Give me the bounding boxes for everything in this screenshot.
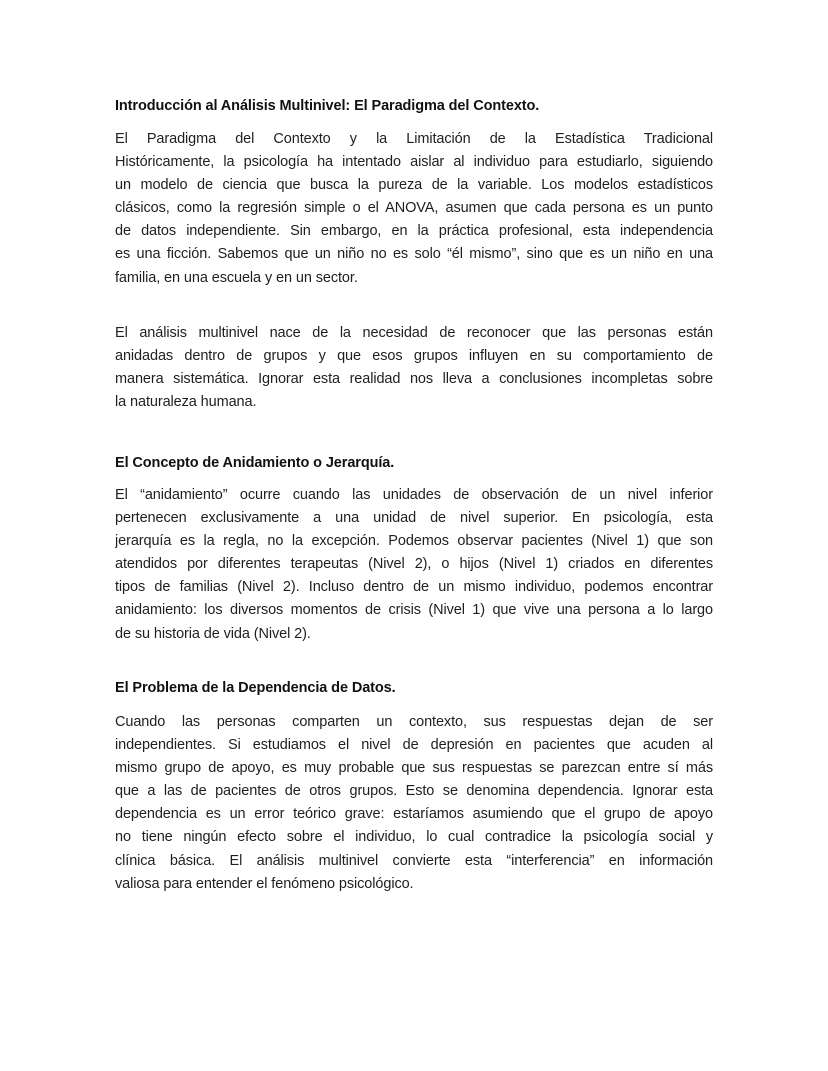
text-line: El análisis multinivel nace de la necesidad de reconocer que las personas están: [115, 325, 713, 341]
heading-problema-dependencia-datos: El Problema de la Dependencia de Datos.: [115, 680, 396, 696]
text-line: es una ficción. Sabemos que un niño no es solo “él mismo”, sino que es un niño en una: [115, 246, 713, 263]
text-line: El Paradigma del Contexto y la Limitación de la Estadística Tradicional: [115, 131, 713, 147]
text-line: de su historia de vida (Nivel 2).: [115, 625, 311, 642]
text-line: tipos de familias (Nivel 2). Incluso dentro de un mismo individuo, podemos encontrar: [115, 579, 713, 596]
text-line: Cuando las personas comparten un contexto, sus respuestas dejan de ser: [115, 714, 713, 730]
text-line: pertenecen exclusivamente a una unidad de nivel superior. En psicología, esta: [115, 510, 713, 527]
text-line: clínica básica. El análisis multinivel convierte esta “interferencia” en información: [115, 852, 713, 869]
text-line: anidadas dentro de grupos y que esos grupos influyen en su comportamiento de: [115, 348, 713, 365]
text-line: de datos independiente. Sin embargo, en la práctica profesional, esta independencia: [115, 223, 713, 240]
paragraph-analisis-multinivel-nace: [115, 322, 713, 414]
text-line: un modelo de ciencia que busca la pureza de la variable. Los modelos estadísticos: [115, 177, 713, 194]
text-line: valiosa para entender el fenómeno psicológico.: [115, 875, 414, 892]
heading-concepto-anidamiento: El Concepto de Anidamiento o Jerarquía.: [115, 455, 395, 471]
text-line: no tiene ningún efecto sobre el individuo, lo cual contradice la psicología social y: [115, 829, 713, 846]
text-line: anidamiento: los diversos momentos de crisis (Nivel 1) que vive una persona a lo largo: [115, 602, 713, 619]
paragraph-paradigma-contexto: [115, 128, 713, 290]
heading-introduccion-analisis-multinivel: Introducción al Análisis Multinivel: El Paradigma del Contexto.: [115, 98, 540, 114]
text-line: jerarquía es la regla, no la excepción. Podemos observar pacientes (Nivel 1) que son: [115, 533, 713, 550]
text-line: mismo grupo de apoyo, es muy probable que sus respuestas se parezcan entre sí más: [115, 760, 713, 777]
text-line: atendidos por diferentes terapeutas (Nivel 2), o hijos (Nivel 1) criados en diferentes: [115, 556, 713, 573]
paragraph-dependencia-datos: [115, 711, 713, 896]
text-line: Históricamente, la psicología ha intentado aislar al individuo para estudiarlo, siguiendo: [115, 154, 713, 171]
text-line: El “anidamiento” ocurre cuando las unidades de observación de un nivel inferior: [115, 487, 713, 503]
text-line: la naturaleza humana.: [115, 394, 257, 411]
paragraph-anidamiento-ocurre: [115, 484, 713, 646]
text-line: dependencia es un error teórico grave: estaríamos asumiendo que el grupo de apoyo: [115, 806, 713, 823]
text-line: que a las de pacientes de otros grupos. Esto se denomina dependencia. Ignorar esta: [115, 783, 713, 800]
text-line: clásicos, como la regresión simple o el ANOVA, asumen que cada persona es un punto: [115, 200, 713, 217]
text-line: familia, en una escuela y en un sector.: [115, 269, 358, 286]
text-line: independientes. Si estudiamos el nivel de depresión en pacientes que acuden al: [115, 737, 713, 754]
text-line: manera sistemática. Ignorar esta realidad nos lleva a conclusiones incompletas sobre: [115, 371, 713, 388]
